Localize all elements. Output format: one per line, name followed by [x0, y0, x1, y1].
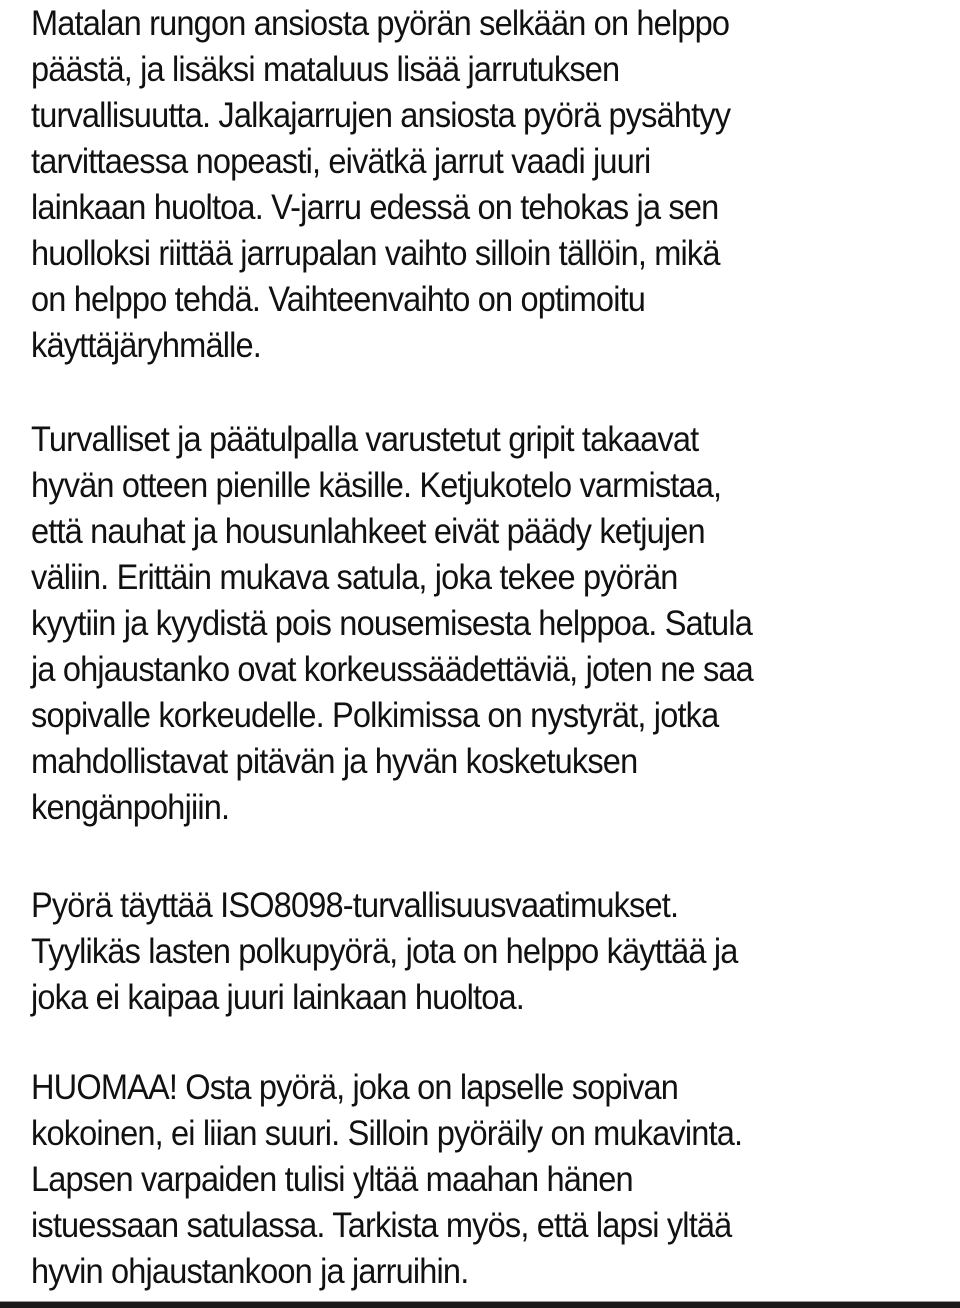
text-line: Pyörä täyttää ISO8098-turvallisuusvaatimukset.: [31, 886, 679, 925]
text-line: on helppo tehdä. Vaihteenvaihto on optimoitu: [31, 280, 646, 319]
text-line: Tyylikäs lasten polkupyörä, jota on helppo käyttää ja: [31, 932, 738, 971]
paragraph-safety-standard: [31, 883, 738, 1021]
text-line: kyytiin ja kyydistä pois nousemisesta helppoa. Satula: [31, 604, 752, 643]
text-line: hyvin ohjaustankoon ja jarruihin.: [31, 1252, 469, 1291]
text-line: käyttäjäryhmälle.: [31, 326, 262, 365]
text-line: päästä, ja lisäksi mataluus lisää jarrutuksen: [31, 50, 620, 89]
text-line: väliin. Erittäin mukava satula, joka tekee pyörän: [31, 558, 678, 597]
text-line: ja ohjaustanko ovat korkeussäädettäviä, joten ne saa: [31, 650, 753, 689]
text-line: Lapsen varpaiden tulisi yltää maahan hänen: [31, 1160, 633, 1199]
text-line: HUOMAA! Osta pyörä, joka on lapselle sopivan: [31, 1068, 679, 1107]
text-line: istuessaan satulassa. Tarkista myös, että lapsi yltää: [31, 1206, 732, 1245]
text-line: joka ei kaipaa juuri lainkaan huoltoa.: [31, 978, 524, 1017]
text-line: mahdollistavat pitävän ja hyvän kosketuksen: [31, 742, 638, 781]
paragraph-frame-and-brakes: [31, 1, 730, 369]
text-line: huolloksi riittää jarrupalan vaihto silloin tällöin, mikä: [31, 234, 720, 273]
paragraph-sizing-note: [31, 1065, 742, 1295]
text-line: tarvittaessa nopeasti, eivätkä jarrut vaadi juuri: [31, 142, 651, 181]
text-line: turvallisuutta. Jalkajarrujen ansiosta pyörä pysähtyy: [31, 96, 731, 135]
text-line: lainkaan huoltoa. V-jarru edessä on tehokas ja sen: [31, 188, 719, 227]
paragraph-grips-and-saddle: [31, 417, 753, 831]
text-line: että nauhat ja housunlahkeet eivät päädy ketjujen: [31, 512, 705, 551]
text-line: hyvän otteen pienille käsille. Ketjukotelo varmistaa,: [31, 466, 722, 505]
text-line: kengänpohjiin.: [31, 788, 230, 827]
text-line: sopivalle korkeudelle. Polkimissa on nystyrät, jotka: [31, 696, 719, 735]
text-line: Turvalliset ja päätulpalla varustetut gripit takaavat: [31, 420, 699, 459]
text-line: kokoinen, ei liian suuri. Silloin pyöräily on mukavinta.: [31, 1114, 743, 1153]
text-line: Matalan rungon ansiosta pyörän selkään on helppo: [31, 4, 730, 43]
